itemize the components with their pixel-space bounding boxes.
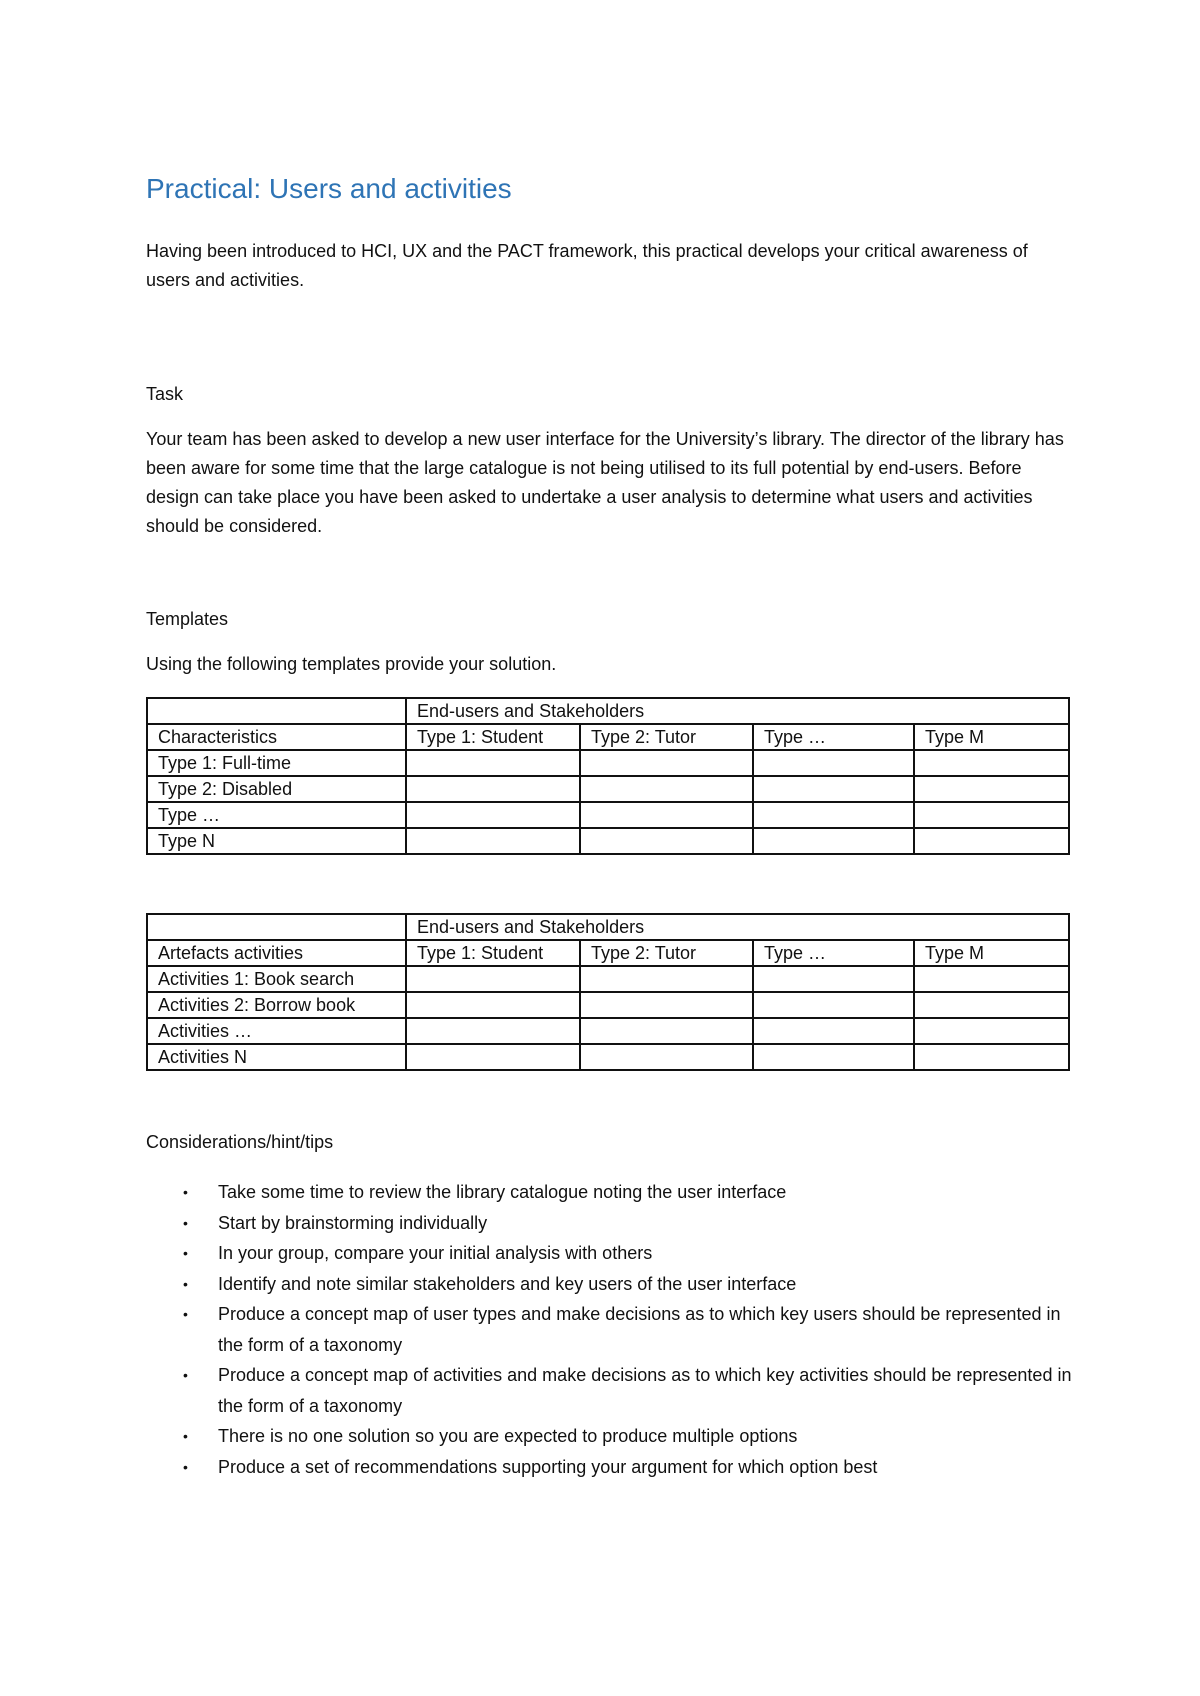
- intro-paragraph: Having been introduced to HCI, UX and the PACT framework, this practical develops your critical awareness of users and activities.: [146, 241, 1028, 290]
- bullet-icon: •: [183, 1245, 188, 1261]
- templates-heading: Templates: [146, 609, 229, 629]
- table-row: [147, 802, 1069, 828]
- column-header-cell: Type …: [753, 940, 914, 966]
- list-item: [146, 1238, 1076, 1269]
- row-label-cell: Type 1: Full-time: [147, 750, 406, 776]
- group-header-cell: End-users and Stakeholders: [406, 698, 1069, 724]
- task-heading: Task: [146, 384, 184, 404]
- row-label-cell: Type 2: Disabled: [147, 776, 406, 802]
- bullet-icon: •: [183, 1306, 188, 1322]
- empty-cell: [580, 1044, 753, 1070]
- list-item-text: Identify and note similar stakeholders and key users of the user interface: [218, 1273, 797, 1294]
- empty-cell: [406, 1018, 580, 1044]
- group-header-cell: End-users and Stakeholders: [406, 914, 1069, 940]
- empty-cell: [914, 750, 1069, 776]
- empty-cell: [580, 992, 753, 1018]
- column-header-cell: Type 1: Student: [406, 724, 580, 750]
- list-item-text: Produce a concept map of user types and make decisions as to which key users should be represented in the form of a taxonomy: [218, 1304, 1061, 1355]
- list-item: [146, 1269, 1076, 1300]
- page-title: Practical: Users and activities: [146, 173, 512, 204]
- row-label-cell: Activities …: [147, 1018, 406, 1044]
- bullet-icon: •: [183, 1275, 188, 1292]
- table-cell: [147, 698, 406, 724]
- row-label-cell: Type …: [147, 802, 406, 828]
- row-label-cell: Activities 2: Borrow book: [147, 992, 406, 1018]
- bullet-icon: •: [183, 1367, 188, 1383]
- empty-cell: [753, 1044, 914, 1070]
- bullet-icon: •: [183, 1214, 188, 1231]
- row-header-cell: Characteristics: [147, 724, 406, 750]
- empty-cell: [753, 776, 914, 802]
- table-row: [147, 992, 1069, 1018]
- considerations-list: [146, 1177, 1076, 1482]
- row-label-cell: Activities 1: Book search: [147, 966, 406, 992]
- empty-cell: [914, 828, 1069, 854]
- list-item-text: Produce a set of recommendations supporting your argument for which option best: [218, 1456, 878, 1477]
- list-item-text: Start by brainstorming individually: [218, 1212, 488, 1233]
- column-header-cell: Type M: [914, 940, 1069, 966]
- list-item-text: Take some time to review the library catalogue noting the user interface: [218, 1182, 787, 1202]
- templates-intro: Using the following templates provide your solution.: [146, 654, 557, 674]
- empty-cell: [406, 992, 580, 1018]
- list-item: [146, 1299, 1076, 1360]
- empty-cell: [406, 1044, 580, 1070]
- considerations-heading: Considerations/hint/tips: [146, 1132, 334, 1152]
- empty-cell: [406, 802, 580, 828]
- table-row: [147, 1044, 1069, 1070]
- empty-cell: [914, 776, 1069, 802]
- empty-cell: [753, 802, 914, 828]
- row-label-cell: Activities N: [147, 1044, 406, 1070]
- table-row: [147, 724, 1069, 750]
- column-header-cell: Type 2: Tutor: [580, 940, 753, 966]
- list-item: [146, 1452, 1076, 1483]
- table-row: [147, 966, 1069, 992]
- empty-cell: [753, 828, 914, 854]
- table-row: [147, 828, 1069, 854]
- table-row: [147, 940, 1069, 966]
- empty-cell: [580, 966, 753, 992]
- task-paragraph: Your team has been asked to develop a new user interface for the University’s library. The director of the library has been aware for some time that the large catalogue is not being utilised to its full potential by end-users. Before design can take place you have been asked to undertake a user analysis to determine what users and activities should be considered.: [146, 429, 1064, 536]
- table-row: [147, 776, 1069, 802]
- table-row: [147, 750, 1069, 776]
- empty-cell: [753, 992, 914, 1018]
- table-row: [147, 1018, 1069, 1044]
- empty-cell: [914, 992, 1069, 1018]
- table-cell: [147, 914, 406, 940]
- characteristics-table: [146, 697, 1070, 855]
- empty-cell: [914, 802, 1069, 828]
- list-item-text: In your group, compare your initial analysis with others: [218, 1243, 653, 1263]
- column-header-cell: Type 2: Tutor: [580, 724, 753, 750]
- list-item: [146, 1177, 1076, 1208]
- list-item-text: There is no one solution so you are expected to produce multiple options: [218, 1426, 798, 1446]
- column-header-cell: Type M: [914, 724, 1069, 750]
- table-row: [147, 698, 1069, 724]
- list-item-text: Produce a concept map of activities and make decisions as to which key activities should be represented in the form of a taxonomy: [218, 1365, 1072, 1416]
- empty-cell: [580, 776, 753, 802]
- bullet-icon: •: [183, 1184, 188, 1200]
- empty-cell: [406, 776, 580, 802]
- empty-cell: [406, 750, 580, 776]
- empty-cell: [753, 750, 914, 776]
- row-header-cell: Artefacts activities: [147, 940, 406, 966]
- bullet-icon: •: [183, 1428, 188, 1444]
- empty-cell: [580, 828, 753, 854]
- empty-cell: [580, 802, 753, 828]
- empty-cell: [914, 1018, 1069, 1044]
- column-header-cell: Type 1: Student: [406, 940, 580, 966]
- empty-cell: [753, 1018, 914, 1044]
- list-item: [146, 1421, 1076, 1452]
- empty-cell: [914, 966, 1069, 992]
- table-row: [147, 914, 1069, 940]
- bullet-icon: •: [183, 1458, 188, 1475]
- empty-cell: [580, 1018, 753, 1044]
- list-item: [146, 1208, 1076, 1239]
- list-item: [146, 1360, 1076, 1421]
- row-label-cell: Type N: [147, 828, 406, 854]
- empty-cell: [753, 966, 914, 992]
- empty-cell: [406, 966, 580, 992]
- activities-table: [146, 913, 1070, 1071]
- empty-cell: [406, 828, 580, 854]
- empty-cell: [914, 1044, 1069, 1070]
- empty-cell: [580, 750, 753, 776]
- column-header-cell: Type …: [753, 724, 914, 750]
